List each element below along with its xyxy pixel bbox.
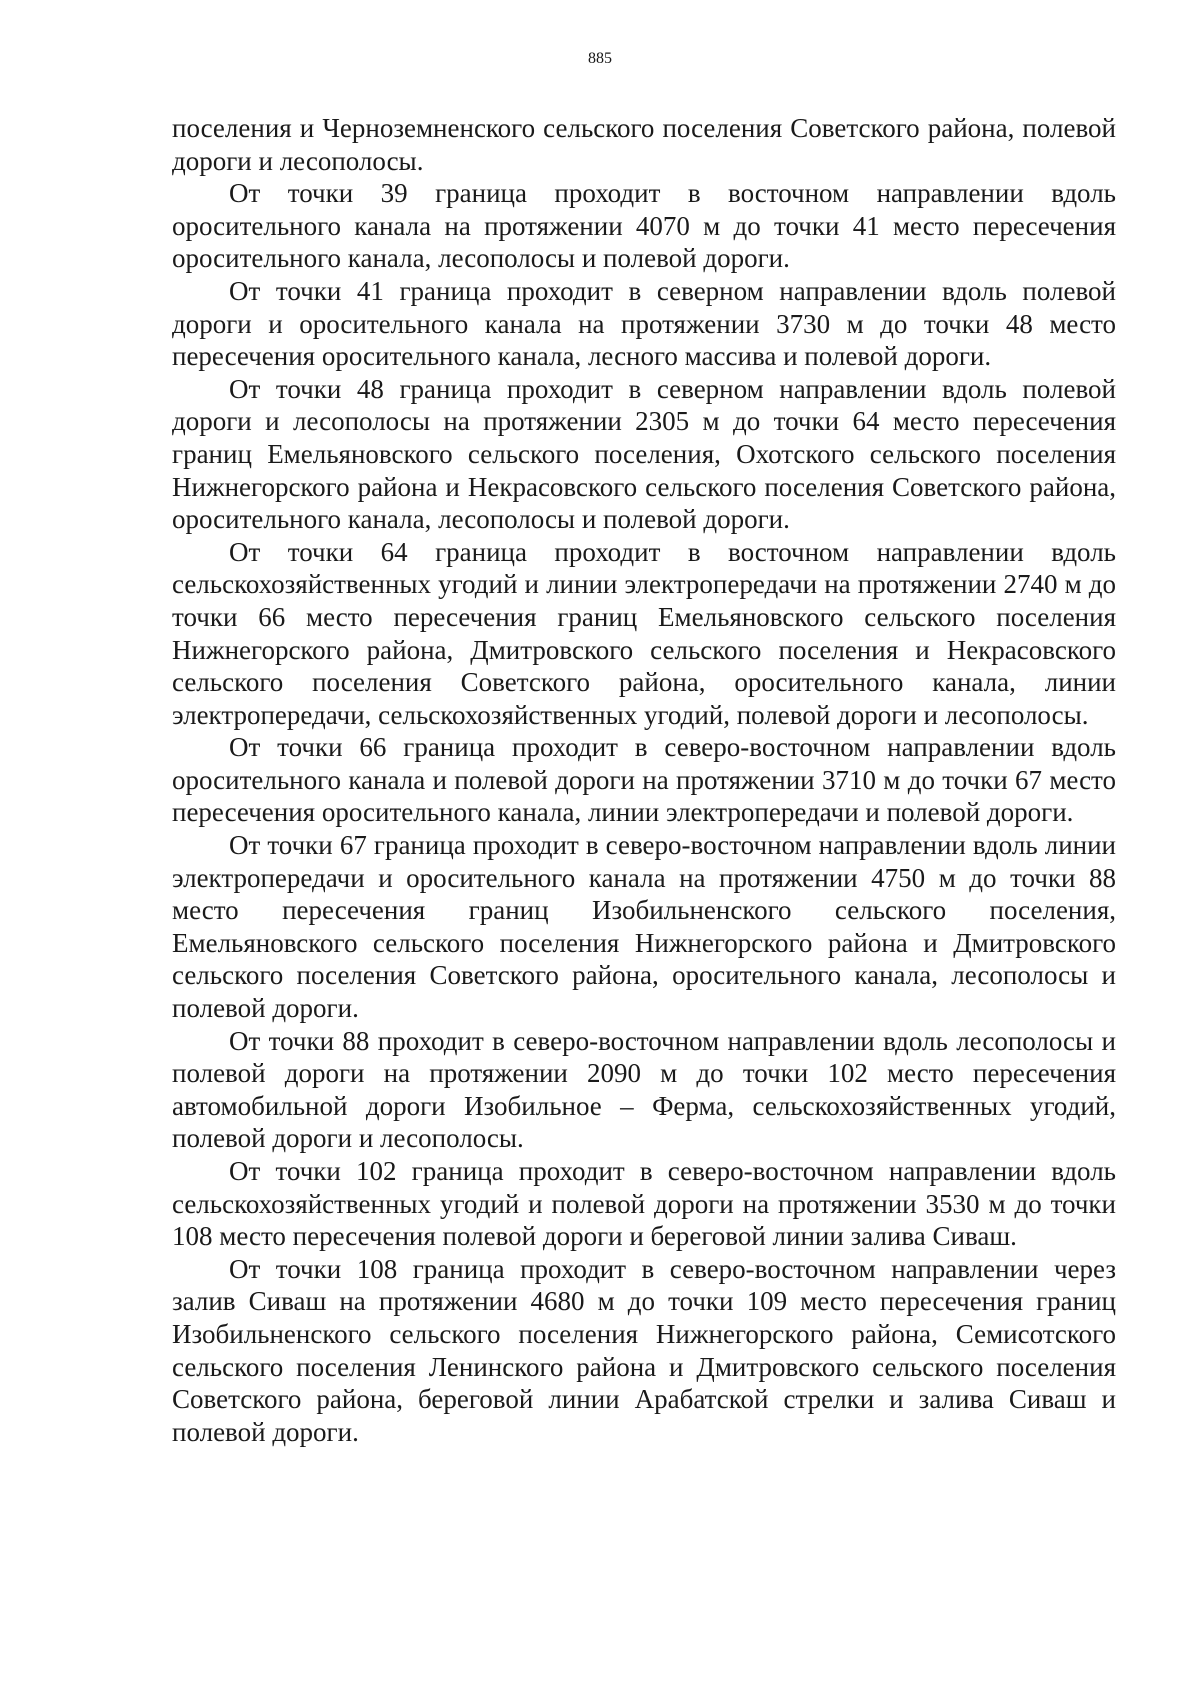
page-number: 885 (588, 50, 612, 67)
paragraph-point-102: От точки 102 граница проходит в северо-восточном направлении вдоль сельскохозяйственных угодий и полевой дороги на протяжении 3530 м до точки 108 место пересечения полевой дороги и береговой линии залива Сиваш. (172, 1156, 1116, 1252)
paragraph-point-67: От точки 67 граница проходит в северо-восточном направлении вдоль линии электропередачи и оросительного канала на протяжении 4750 м до точки 88 место пересечения границ Изобильненского сельского поселения, Емельяновского сельского поселения Нижнегорского района и Дмитровского сельского поселения Советского района, оросительного канала, лесополосы и полевой дороги. (172, 830, 1116, 1024)
paragraph-point-64: От точки 64 граница проходит в восточном направлении вдоль сельскохозяйственных угодий и линии электропередачи на протяжении 2740 м до точки 66 место пересечения границ Емельяновского сельского поселения Нижнегорского района, Дмитровского сельского поселения и Некрасовского сельского поселения Советского района, оросительного канала, линии электропередачи, сельскохозяйственных угодий, полевой дороги и лесополосы. (172, 536, 1116, 730)
paragraph-continuation: поселения и Черноземненского сельского поселения Советского района, полевой дороги и лесополосы. (172, 113, 1116, 176)
paragraph-point-48: От точки 48 граница проходит в северном направлении вдоль полевой дороги и лесополосы на протяжении 2305 м до точки 64 место пересечения границ Емельяновского сельского поселения, Охотского сельского поселения Нижнегорского района и Некрасовского сельского поселения Советского района, оросительного канала, лесополосы и полевой дороги. (172, 373, 1116, 535)
paragraph-point-39: От точки 39 граница проходит в восточном направлении вдоль оросительного канала на протяжении 4070 м до точки 41 место пересечения оросительного канала, лесополосы и полевой дороги. (172, 178, 1116, 274)
paragraph-point-66: От точки 66 граница проходит в северо-восточном направлении вдоль оросительного канала и полевой дороги на протяжении 3710 м до точки 67 место пересечения оросительного канала, линии электропередачи и полевой дороги. (172, 732, 1116, 828)
paragraph-point-88: От точки 88 проходит в северо-восточном направлении вдоль лесополосы и полевой дороги на протяжении 2090 м до точки 102 место пересечения автомобильной дороги Изобильное – Ферма, сельскохозяйственных угодий, полевой дороги и лесополосы. (172, 1025, 1116, 1154)
document-body (172, 112, 1116, 1448)
paragraph-point-108: От точки 108 граница проходит в северо-восточном направлении через залив Сиваш на протяжении 4680 м до точки 109 место пересечения границ Изобильненского сельского поселения Нижнегорского района, Семисотского сельского поселения Ленинского района и Дмитровского сельского поселения Советского района, береговой линии Арабатской стрелки и залива Сиваш и полевой дороги. (172, 1253, 1116, 1447)
paragraph-point-41: От точки 41 граница проходит в северном направлении вдоль полевой дороги и оросительного канала на протяжении 3730 м до точки 48 место пересечения оросительного канала, лесного массива и полевой дороги. (172, 275, 1116, 372)
